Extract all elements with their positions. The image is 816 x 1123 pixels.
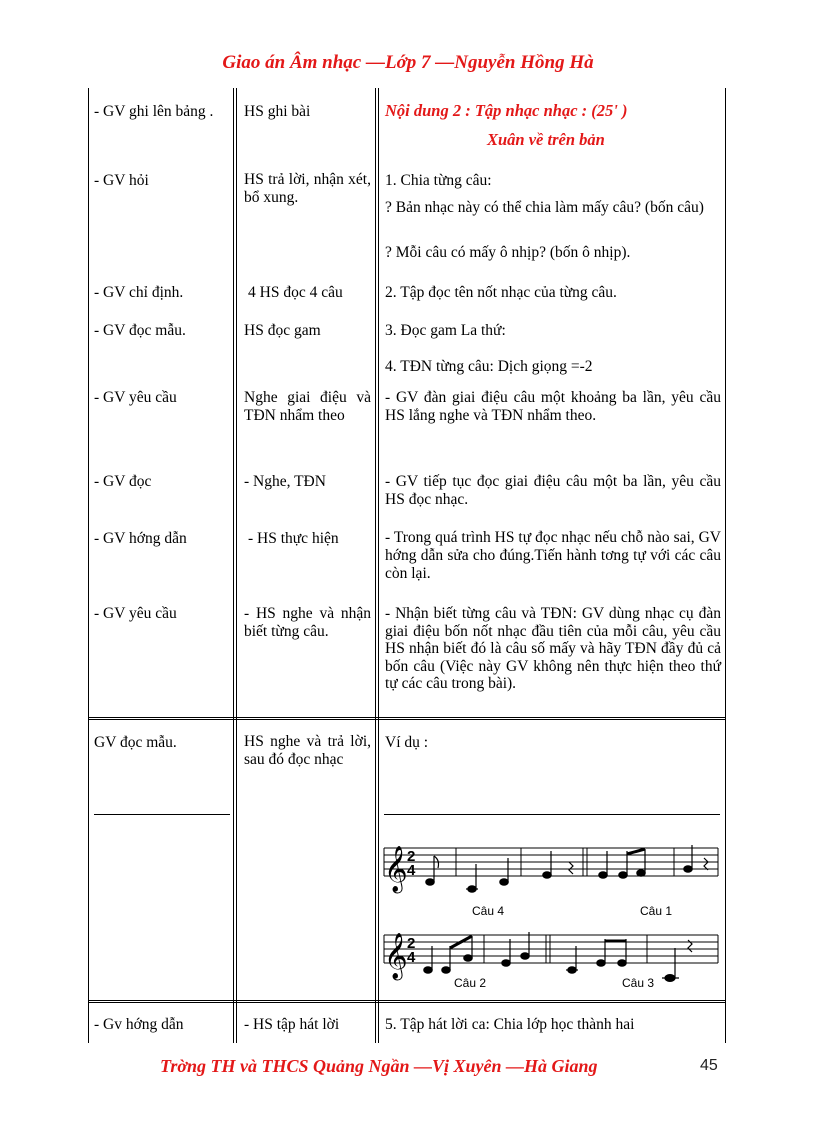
time-signature-top: 2 [407, 935, 416, 952]
content-cell: 4. TĐN từng câu: Dịch giọng =-2 [385, 358, 593, 375]
content-cell: - GV tiếp tục đọc giai điệu câu một ba lần, yêu cầu HS đọc nhạc. [385, 473, 721, 508]
content-cell: 2. Tập đọc tên nốt nhạc của từng câu. [385, 284, 617, 301]
column-divider-1b [236, 88, 237, 1043]
content-line: 1. Chia từng câu: [385, 172, 492, 189]
phrase-label: Câu 2 [454, 976, 487, 990]
column-divider-2 [375, 88, 376, 1043]
student-cell: HS đọc gam [244, 322, 321, 339]
teacher-cell: - GV hỏi [94, 172, 149, 189]
page-header: Giao án Âm nhạc —Lớp 7 —Nguyễn Hồng Hà [222, 52, 594, 73]
page-number: 45 [700, 1057, 718, 1074]
teacher-cell: - GV yêu cầu [94, 389, 177, 406]
row-divider [88, 719, 726, 720]
music-staff-2 [384, 935, 718, 963]
teacher-cell: - GV ghi lên bảng . [94, 103, 214, 120]
row-divider [88, 1002, 726, 1003]
content-cell: Ví dụ : [385, 734, 429, 751]
student-cell: - HS tập hát lời [244, 1016, 340, 1033]
row-divider [88, 1000, 726, 1001]
music-notation [382, 840, 722, 990]
content-cell: 3. Đọc gam La thứ: [385, 322, 506, 339]
time-signature-bottom: 4 [407, 862, 416, 879]
teacher-cell: - GV yêu cầu [94, 605, 177, 622]
column-divider-2b [378, 88, 379, 1043]
time-signature-bottom: 4 [407, 949, 416, 966]
content-line: ? Bản nhạc này có thể chia làm mấy câu? (bốn câu) [385, 199, 704, 216]
table-border-left [88, 88, 89, 1043]
teacher-cell: - GV đọc mẫu. [94, 322, 186, 339]
teacher-cell: - Gv hớng dẫn [94, 1016, 184, 1033]
teacher-cell: - GV đọc [94, 473, 152, 490]
blank-line [384, 814, 720, 815]
page-footer: Trờng TH và THCS Quảng Ngần —Vị Xuyên —Hà Giang [160, 1056, 598, 1076]
content-cell: - GV đàn giai điệu câu một khoảng ba lần, yêu cầu HS lắng nghe và TĐN nhẩm theo. [385, 389, 721, 424]
student-cell: HS trả lời, nhận xét, bổ xung. [244, 171, 371, 206]
phrase-label: Câu 4 [472, 904, 505, 918]
teacher-cell: GV đọc mẫu. [94, 734, 177, 751]
content-cell: 5. Tập hát lời ca: Chia lớp học thành hai [385, 1016, 635, 1033]
student-cell: - Nghe, TĐN [244, 473, 326, 490]
student-cell: 4 HS đọc 4 câu [248, 284, 343, 301]
student-cell: Nghe giai điệu và TĐN nhẩm theo [244, 389, 371, 424]
student-cell: HS ghi bài [244, 103, 311, 120]
content-cell: - Nhận biết từng câu và TĐN: GV dùng nhạc cụ đàn giai điệu bốn nốt nhạc đầu tiên của mỗi câu, yêu cầu HS nhận biết đó là câu số mấy và hãy TĐN đầy đủ cả bốn câu (Việc này GV không nên thực hiện theo thứ tự các câu trong bài). [385, 605, 721, 693]
content-line: ? Mỗi câu có mấy ô nhịp? (bốn ô nhịp). [385, 244, 631, 261]
song-title: Xuân về trên bản [487, 130, 605, 149]
teacher-cell: - GV chỉ định. [94, 284, 184, 301]
treble-clef-icon: 𝄞 [384, 847, 408, 891]
student-cell: - HS nghe và nhận biết từng câu. [244, 605, 371, 640]
treble-clef-icon: 𝄞 [384, 934, 408, 978]
blank-line [94, 814, 230, 815]
content-cell: - Trong quá trình HS tự đọc nhạc nếu chỗ nào sai, GV hớng dẫn sửa cho đúng.Tiến hành tơng tự với các câu còn lại. [385, 529, 721, 582]
row-divider [88, 717, 726, 718]
time-signature-top: 2 [407, 848, 416, 865]
student-cell: HS nghe và trả lời, sau đó đọc nhạc [244, 733, 371, 768]
phrase-label: Câu 3 [622, 976, 655, 990]
teacher-cell: - GV hớng dẫn [94, 530, 187, 547]
content-title: Nội dung 2 : Tập nhạc nhạc : (25' ) [385, 101, 628, 120]
student-cell: - HS thực hiện [248, 530, 339, 547]
table-border-right [725, 88, 726, 1043]
column-divider-1 [233, 88, 234, 1043]
notes-staff-2 [424, 932, 692, 981]
phrase-label: Câu 1 [640, 904, 673, 918]
